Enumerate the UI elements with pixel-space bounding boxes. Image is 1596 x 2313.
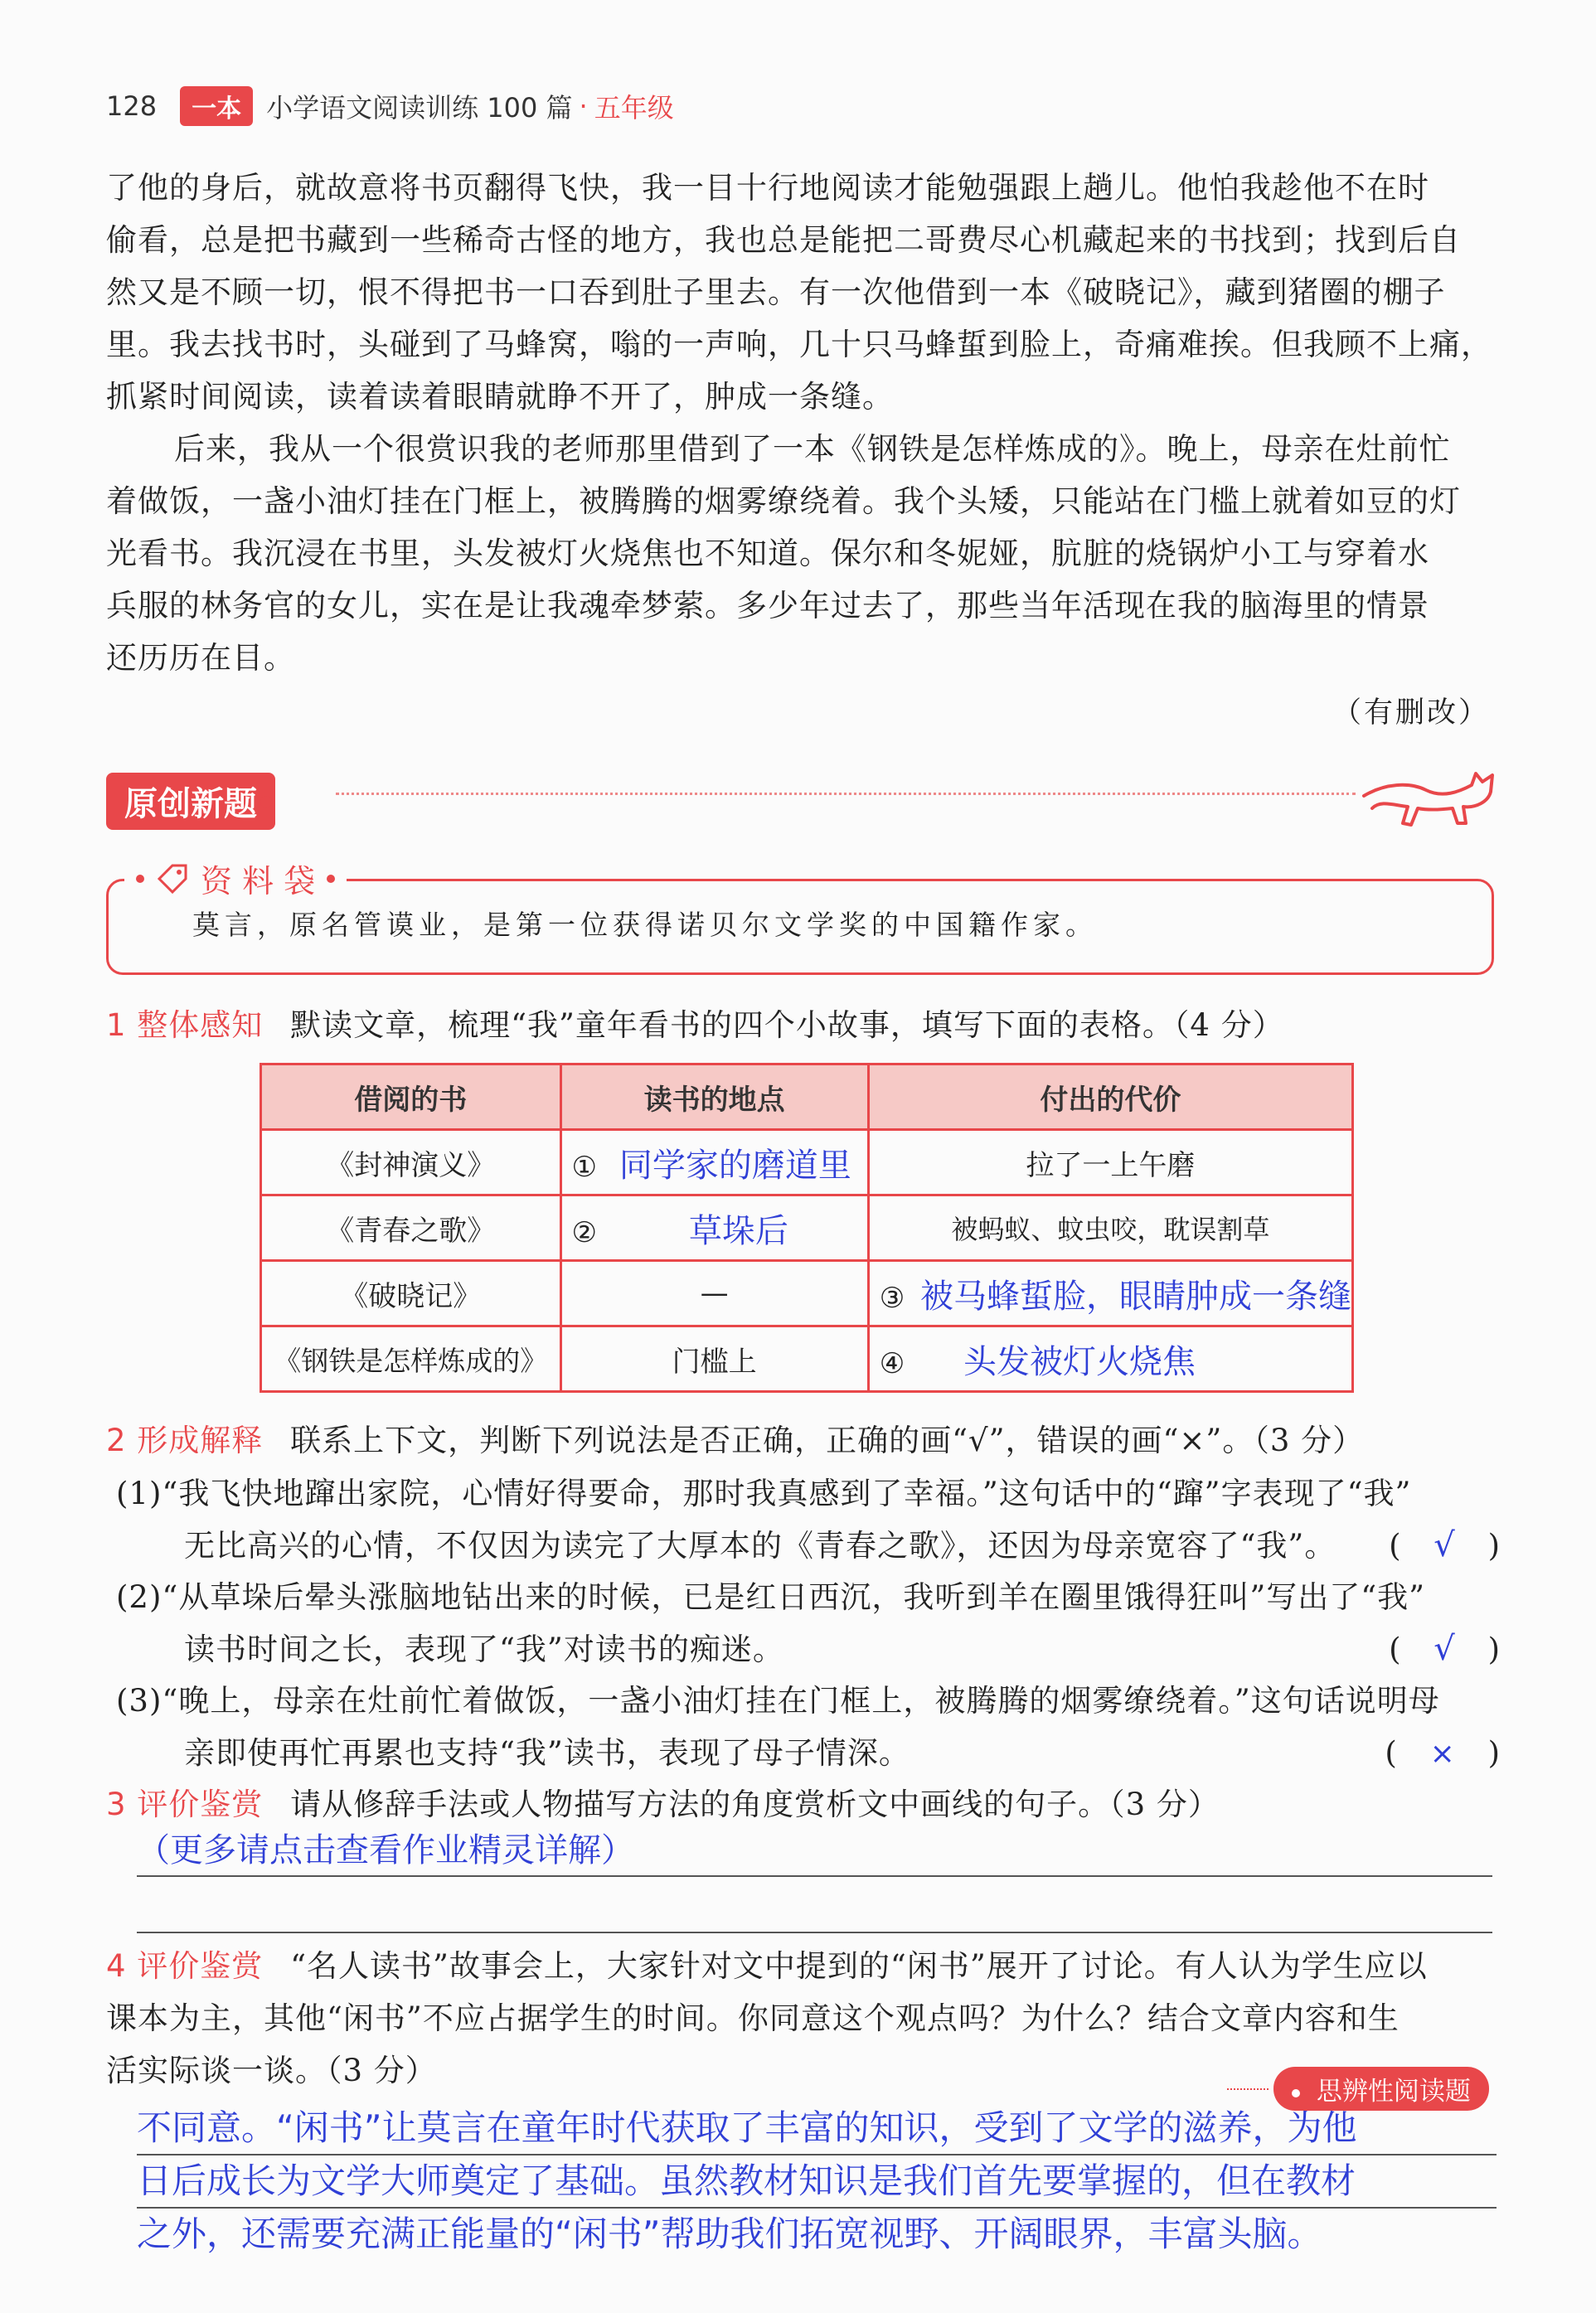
item-line-2 (116, 1727, 1501, 1779)
table-header: 读书的地点 (560, 1064, 868, 1130)
cost-cell: 被蚂蚁、蚊虫咬，耽误割草 (868, 1195, 1352, 1261)
table-header: 借阅的书 (261, 1064, 561, 1130)
circled-number: ② (571, 1215, 598, 1249)
cost-cell: 拉了一上午磨 (868, 1130, 1352, 1195)
circled-number: ④ (879, 1346, 905, 1380)
passage-line: 里。我去找书时，头碰到了马蜂窝，嗡的一声响，几十只马蜂蜇到脸上，奇痛难挨。但我顾不上痛， (106, 327, 1492, 362)
judgement-item-2 (116, 1571, 1501, 1675)
judgement-item-3 (116, 1675, 1501, 1779)
reading-table (260, 1063, 1354, 1393)
passage-line: 兵服的林务官的女儿，实在是让我魂牵梦萦。多少年过去了，那些当年活现在我的脑海里的情景 (106, 588, 1429, 623)
info-box-title (124, 856, 347, 901)
section-header (106, 773, 272, 830)
answer-line: 日后成长为文学大师奠定了基础。虽然教材知识是我们首先要掌握的，但在教材 (137, 2155, 1497, 2209)
answer-parens[interactable] (1389, 1623, 1501, 1675)
book-cell: 《钢铁是怎样炼成的》 (261, 1326, 561, 1392)
place-cell: 门槛上 (560, 1326, 868, 1392)
page-header (106, 83, 674, 129)
question-number: 3 评价鉴赏 (106, 1787, 264, 1822)
question-prompt: “名人读书”故事会上，大家针对文中提到的“闲书”展开了讨论。有人认为学生应以 (290, 1948, 1428, 1984)
table-row (261, 1261, 1353, 1326)
answer-parens[interactable] (1385, 1727, 1501, 1780)
question-prompt: 请从修辞手法或人物描写方法的角度赏析文中画线的句子。（3 分） (290, 1787, 1220, 1822)
item-text: 无比高兴的心情，不仅因为读完了大厚本的《青春之歌》，还因为母亲宽容了“我”。 (184, 1528, 1336, 1564)
passage-line: 然又是不顾一切，恨不得把书一口吞到肚子里去。有一次他借到一本《破晓记》，藏到猪圈的棚子 (106, 274, 1446, 310)
answer-line[interactable] (137, 1932, 1492, 1933)
question-number: 2 形成解释 (106, 1423, 264, 1458)
book-title: 小学语文阅读训练 100 篇 (266, 92, 573, 124)
cost-cell[interactable] (868, 1326, 1352, 1392)
item-line: (1)“我飞快地蹿出家院，心情好得要命，那时我真感到了幸福。”这句话中的“蹿”字表现了“我” (116, 1476, 1412, 1511)
paren-close: ) (1487, 1735, 1501, 1771)
q3-answer-link[interactable]: （更多请点击查看作业精灵详解） (137, 1831, 634, 1869)
dot-icon (136, 875, 144, 883)
handwritten-answer: √ (1433, 1526, 1456, 1564)
handwritten-answer: × (1429, 1737, 1456, 1771)
passage-line: 光看书。我沉浸在书里，头发被灯火烧焦也不知道。保尔和冬妮娅，肮脏的烧锅炉小工与穿着水 (106, 536, 1429, 571)
handwritten-answer: 头发被灯火烧焦 (963, 1342, 1196, 1381)
item-line-2 (116, 1520, 1501, 1572)
passage-line: 还历历在目。 (106, 640, 295, 676)
page-number: 128 (106, 90, 158, 122)
passage-line: 抓紧时间阅读，读着读着眼睛就睁不开了，肿成一条缝。 (106, 379, 894, 415)
q4-handwritten-answer[interactable] (137, 2102, 1497, 2260)
handwritten-answer: √ (1433, 1630, 1456, 1668)
question-2 (106, 1414, 1492, 1467)
item-line: (2)“从草垛后晕头涨脑地钻出来的时候，已是红日西沉，我听到羊在圈里饿得狂叫”写出了“我” (116, 1579, 1426, 1615)
item-text: 亲即使再忙再累也支持“我”读书，表现了母子情深。 (184, 1735, 910, 1771)
paren-close: ) (1487, 1528, 1501, 1564)
cat-icon (1360, 750, 1501, 829)
question-number: 1 整体感知 (106, 1007, 264, 1043)
passage-paragraph-2 (106, 423, 1492, 684)
place-cell[interactable] (560, 1195, 868, 1261)
passage-paragraph-1 (106, 162, 1492, 423)
circled-number: ① (571, 1150, 598, 1184)
book-cell: 《破晓记》 (261, 1261, 561, 1326)
cost-cell[interactable] (868, 1261, 1352, 1326)
badge-text: 思辨性阅读题 (1316, 2077, 1471, 2107)
paren-open: ( (1389, 1528, 1402, 1564)
dot-icon (260, 796, 272, 807)
handwritten-answer: 同学家的磨道里 (619, 1146, 851, 1185)
answer-line: 不同意。“闲书”让莫言在童年时代获取了丰富的知识，受到了文学的滋养，为他 (137, 2102, 1497, 2155)
section-divider (336, 793, 1356, 795)
question-1 (106, 999, 1492, 1051)
question-number: 4 评价鉴赏 (106, 1948, 264, 1984)
table-header-row (261, 1064, 1353, 1130)
edit-note: （有删改） (1332, 696, 1490, 730)
title-separator: · (579, 90, 588, 122)
item-line: (3)“晚上，母亲在灶前忙着做饭，一盏小油灯挂在门框上，被腾腾的烟雾缭绕着。”这句话说明母 (116, 1683, 1440, 1719)
question-prompt: 活实际谈一谈。（3 分） (106, 2053, 437, 2088)
handwritten-answer: 被马蜂蜇脸，眼睛肿成一条缝 (919, 1277, 1351, 1316)
paren-close: ) (1487, 1632, 1501, 1667)
item-line-2 (116, 1623, 1501, 1675)
judgement-item-1 (116, 1467, 1501, 1572)
place-cell: — (560, 1261, 868, 1326)
paren-open: ( (1385, 1735, 1398, 1771)
book-cell: 《青春之歌》 (261, 1195, 561, 1261)
table-header: 付出的代价 (868, 1064, 1352, 1130)
question-3 (106, 1778, 1492, 1831)
item-text: 读书时间之长，表现了“我”对读书的痴迷。 (184, 1632, 784, 1667)
passage-line: 着做饭，一盏小油灯挂在门框上，被腾腾的烟雾缭绕着。我个头矮，只能站在门槛上就着如豆的灯 (106, 483, 1461, 519)
passage-line: 了他的身后，就故意将书页翻得飞快，我一目十行地阅读才能勉强跟上趟儿。他怕我趁他不在时 (106, 170, 1429, 206)
table-row (261, 1130, 1353, 1195)
paren-open: ( (1389, 1632, 1402, 1667)
info-text: 莫言，原名管谟业，是第一位获得诺贝尔文学奖的中国籍作家。 (192, 909, 1098, 941)
answer-line[interactable] (137, 1875, 1492, 1877)
table-row (261, 1195, 1353, 1261)
dot-icon (1292, 2089, 1300, 2097)
info-title: 资 料 袋 (201, 863, 316, 900)
circled-number: ③ (879, 1281, 905, 1315)
question-prompt: 课本为主，其他“闲书”不应占据学生的时间。你同意这个观点吗？为什么？结合文章内容和生 (106, 2000, 1400, 2036)
passage-line: 后来，我从一个很赏识我的老师那里借到了一本《钢铁是怎样炼成的》。晚上，母亲在灶前忙 (174, 431, 1451, 467)
badge-dots (1227, 2088, 1269, 2090)
passage-line: 偷看，总是把书藏到一些稀奇古怪的地方，我也总是能把二哥费尽心机藏起来的书找到；找到后自 (106, 222, 1461, 258)
grade-label: 五年级 (594, 92, 674, 124)
section-tag: 原创新题 (106, 773, 275, 830)
question-prompt: 默读文章，梳理“我”童年看书的四个小故事，填写下面的表格。（4 分） (290, 1007, 1284, 1043)
tag-icon (154, 861, 191, 897)
question-prompt: 联系上下文，判断下列说法是否正确，正确的画“√”，错误的画“×”。（3 分） (290, 1423, 1365, 1458)
handwritten-answer: 草垛后 (688, 1211, 788, 1250)
place-cell[interactable] (560, 1130, 868, 1195)
answer-parens[interactable] (1389, 1520, 1501, 1572)
table-row (261, 1326, 1353, 1392)
book-cell: 《封神演义》 (261, 1130, 561, 1195)
dot-icon (327, 875, 335, 883)
answer-line: 之外，还需要充满正能量的“闲书”帮助我们拓宽视野、开阔眼界，丰富头脑。 (137, 2214, 1322, 2254)
brand-logo: 一本 (180, 86, 253, 126)
